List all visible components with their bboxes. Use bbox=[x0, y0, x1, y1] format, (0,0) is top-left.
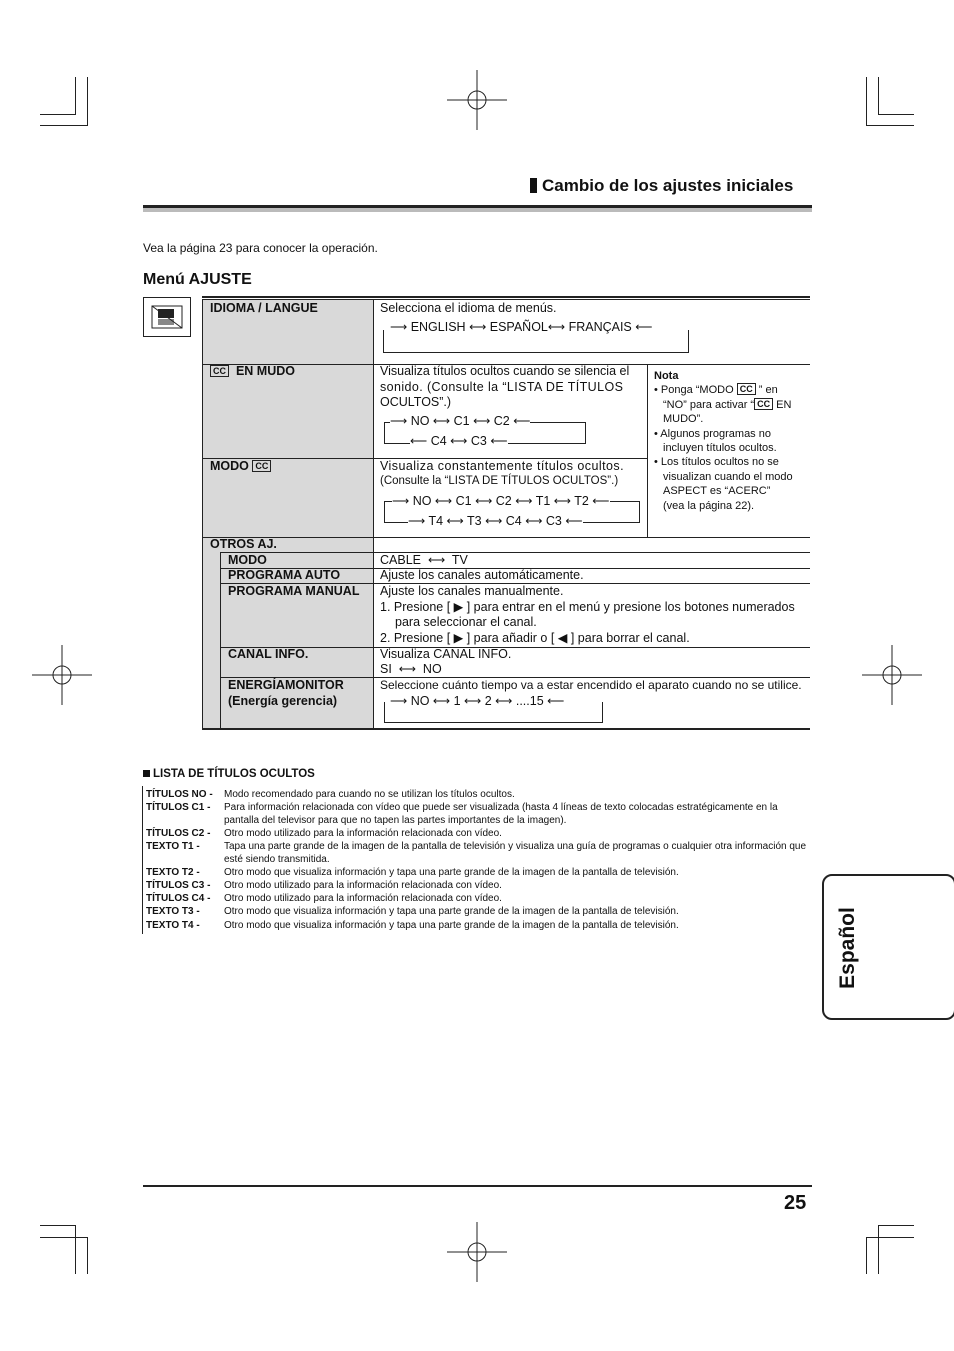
en-mudo-desc-2: sonido. (Consulte la “LISTA DE TÍTULOS bbox=[380, 380, 624, 394]
footer-rule bbox=[143, 1185, 812, 1187]
list-item-value: Otro modo que visualiza información y tapa una parte grande de la imagen de la pantalla de televisión. bbox=[224, 906, 679, 917]
arrow-right-icon: ⟶ bbox=[390, 694, 408, 708]
modo-options bbox=[380, 553, 468, 568]
crop-mark bbox=[878, 77, 879, 114]
canal-info-options bbox=[380, 662, 442, 677]
nota-line-4: • Algunos programas no bbox=[654, 428, 771, 440]
crop-mark bbox=[878, 1225, 914, 1226]
language-tab-label: Español bbox=[836, 907, 859, 989]
row-divider bbox=[202, 537, 810, 538]
option-t3: T3 bbox=[466, 514, 482, 528]
col-divider bbox=[220, 552, 221, 729]
double-arrow-icon: ⟷ bbox=[495, 694, 513, 708]
double-arrow-icon: ⟷ bbox=[515, 494, 533, 508]
crop-mark bbox=[878, 1225, 879, 1274]
crop-mark bbox=[87, 77, 88, 125]
cc-icon: CC bbox=[252, 460, 271, 472]
option-c4: C4 bbox=[505, 514, 522, 528]
crop-mark bbox=[40, 114, 76, 115]
option-c3: C3 bbox=[470, 434, 487, 448]
list-item-value: Para información relacionada con vídeo que puede ser visualizada (hasta 4 líneas de texto colocadas estratégicamente en la pantalla del televisor para que no tapen las partes importantes de la imagen). bbox=[224, 802, 778, 826]
prog-manual-desc-3: para seleccionar el canal. bbox=[395, 615, 537, 629]
table-top-rule bbox=[202, 296, 810, 298]
option-2: 2 bbox=[484, 694, 492, 708]
arrow-left-icon: ⟵ bbox=[565, 514, 583, 528]
double-arrow-icon: ⟷ bbox=[473, 414, 491, 428]
list-item-key: TÍTULOS C2 - bbox=[146, 828, 211, 839]
energia-label-1: ENERGÍAMONITOR bbox=[228, 678, 344, 692]
row-divider bbox=[220, 552, 810, 553]
registration-mark-icon bbox=[447, 1222, 507, 1282]
double-arrow-icon: ⟷ bbox=[427, 553, 446, 567]
prog-manual-desc-1: Ajuste los canales manualmente. bbox=[380, 584, 564, 598]
option-c1: C1 bbox=[453, 414, 470, 428]
option-t4: T4 bbox=[428, 514, 444, 528]
modo-cc-label-text: MODO bbox=[210, 459, 249, 473]
canal-info-label: CANAL INFO. bbox=[228, 647, 309, 661]
modo-label: MODO bbox=[228, 553, 267, 567]
list-item-key: TEXTO T2 - bbox=[146, 867, 200, 878]
nota-l1b: ” en bbox=[758, 384, 778, 396]
double-arrow-icon: ⟷ bbox=[446, 514, 464, 528]
double-arrow-icon: ⟷ bbox=[547, 320, 566, 334]
option-t2: T2 bbox=[574, 494, 589, 508]
arrow-left-icon: ⟵ bbox=[547, 694, 565, 708]
modo-cc-desc-1: Visualiza constantemente títulos ocultos. bbox=[380, 459, 625, 473]
idioma-options bbox=[390, 320, 654, 335]
crop-mark bbox=[40, 1225, 76, 1226]
nota-l2b: EN bbox=[776, 399, 792, 411]
table-bottom-rule bbox=[202, 728, 810, 730]
en-mudo-desc-3: OCULTOS”.) bbox=[380, 395, 452, 409]
crop-mark bbox=[40, 1237, 88, 1238]
option-no: NO bbox=[410, 694, 430, 708]
list-item-key: TEXTO T1 - bbox=[146, 841, 200, 852]
list-item-key: TEXTO T3 - bbox=[146, 906, 200, 917]
table-top-rule-2 bbox=[202, 299, 810, 300]
cc-icon: CC bbox=[737, 383, 756, 395]
setup-menu-icon bbox=[143, 297, 191, 337]
list-item-value: Modo recomendado para cuando no se utilizan los títulos ocultos. bbox=[224, 789, 515, 800]
prog-manual-desc-4: 2. Presione [ ▶ ] para añadir o [ ◀ ] para borrar el canal. bbox=[380, 631, 690, 645]
lista-title-text: LISTA DE TÍTULOS OCULTOS bbox=[153, 768, 315, 780]
crop-mark bbox=[75, 1225, 76, 1274]
double-arrow-icon: ⟷ bbox=[485, 514, 503, 528]
lista-title bbox=[143, 768, 315, 780]
otros-inner-white-strip bbox=[202, 552, 220, 729]
header-title: Cambio de los ajustes iniciales bbox=[542, 176, 794, 195]
label-column-bg bbox=[202, 299, 373, 537]
bullet-square-icon bbox=[143, 770, 150, 777]
lista-side-rule bbox=[142, 786, 143, 934]
list-item-value: Otro modo que visualiza información y tapa una parte grande de la imagen de la pantalla de televisión. bbox=[224, 867, 679, 878]
double-arrow-icon: ⟷ bbox=[553, 494, 571, 508]
arrow-right-icon: ⟶ bbox=[390, 414, 408, 428]
registration-mark-icon bbox=[862, 645, 922, 705]
prog-auto-desc: Ajuste los canales automáticamente. bbox=[380, 568, 584, 582]
option-t1: T1 bbox=[535, 494, 551, 508]
en-mudo-desc-1: Visualiza títulos ocultos cuando se silencia el bbox=[380, 364, 630, 378]
nota-line-6: • Los títulos ocultos no se bbox=[654, 456, 779, 468]
prog-manual-label: PROGRAMA MANUAL bbox=[228, 584, 360, 598]
cc-icon: CC bbox=[210, 365, 229, 377]
crop-mark bbox=[866, 1237, 867, 1274]
double-arrow-icon: ⟷ bbox=[432, 694, 451, 708]
header-rule-shadow bbox=[143, 208, 812, 212]
en-mudo-options-bottom bbox=[410, 434, 508, 449]
nota-line-2 bbox=[663, 398, 791, 413]
double-arrow-icon: ⟷ bbox=[450, 434, 468, 448]
list-item-value: Tapa una parte grande de la imagen de la pantalla de televisión y visualiza una guía de programas o cualquier otra información que esté siendo transmitida. bbox=[224, 841, 807, 865]
nota-line-8: ASPECT es “ACERC” bbox=[663, 485, 771, 497]
option-espanol: ESPAÑOL bbox=[489, 320, 548, 334]
nota-line-5: incluyen títulos ocultos. bbox=[663, 442, 777, 454]
nota-title: Nota bbox=[654, 370, 679, 382]
energia-desc: Seleccione cuánto tiempo va a estar encendido el aparato cuando no se utilice. bbox=[380, 678, 802, 692]
list-item-value: Otro modo utilizado para la información relacionada con vídeo. bbox=[224, 828, 502, 839]
nota-line-3: MUDO”. bbox=[663, 413, 704, 425]
arrow-right-icon: ⟶ bbox=[408, 514, 426, 528]
idioma-label: IDIOMA / LANGUE bbox=[210, 301, 318, 315]
crop-mark bbox=[87, 1237, 88, 1274]
prog-manual-desc-2: 1. Presione [ ▶ ] para entrar en el menú y presione los botones numerados bbox=[380, 600, 795, 614]
arrow-left-icon: ⟵ bbox=[635, 320, 653, 334]
arrow-right-icon: ⟶ bbox=[390, 320, 408, 334]
page-number: 25 bbox=[784, 1192, 807, 1214]
en-mudo-options-top bbox=[390, 414, 530, 429]
double-arrow-icon: ⟷ bbox=[432, 414, 451, 428]
nota-l2: “NO” para activar “ bbox=[663, 399, 755, 411]
option-c2: C2 bbox=[493, 414, 510, 428]
nota-line-1 bbox=[654, 383, 778, 398]
otros-label: OTROS AJ. bbox=[210, 537, 277, 551]
option-no: NO bbox=[422, 662, 442, 676]
arrow-left-icon: ⟵ bbox=[513, 414, 531, 428]
option-c3: C3 bbox=[545, 514, 562, 528]
double-arrow-icon: ⟷ bbox=[398, 662, 416, 676]
option-1: 1 bbox=[453, 694, 461, 708]
modo-cc-options-top bbox=[392, 494, 610, 509]
option-cable: CABLE bbox=[380, 553, 421, 567]
double-arrow-icon: ⟷ bbox=[464, 694, 482, 708]
cc-icon: CC bbox=[754, 398, 773, 410]
nota-l1: • Ponga “MODO bbox=[654, 384, 734, 396]
col-divider bbox=[373, 299, 374, 729]
arrow-left-icon: ⟵ bbox=[592, 494, 610, 508]
col-divider bbox=[202, 299, 203, 729]
en-mudo-label-text: EN MUDO bbox=[235, 364, 295, 378]
arrow-right-icon: ⟶ bbox=[392, 494, 410, 508]
nota-line-7: visualizan cuando el modo bbox=[663, 471, 793, 483]
section-header bbox=[530, 176, 793, 196]
canal-info-desc: Visualiza CANAL INFO. bbox=[380, 647, 512, 661]
modo-cc-options-bottom bbox=[408, 514, 583, 529]
double-arrow-icon: ⟷ bbox=[434, 494, 453, 508]
crop-mark bbox=[878, 114, 914, 115]
row-divider bbox=[220, 647, 810, 648]
list-item-key: TÍTULOS C1 - bbox=[146, 802, 211, 813]
arrow-left-icon: ⟵ bbox=[490, 434, 508, 448]
list-item-value: Otro modo que visualiza información y tapa una parte grande de la imagen de la pantalla de televisión. bbox=[224, 920, 679, 931]
list-item-value: Otro modo utilizado para la información relacionada con vídeo. bbox=[224, 893, 502, 904]
list-item-key: TÍTULOS C3 - bbox=[146, 880, 211, 891]
crop-mark bbox=[866, 77, 867, 125]
registration-mark-icon bbox=[447, 70, 507, 130]
option-no: NO bbox=[410, 414, 430, 428]
energia-options bbox=[390, 694, 564, 709]
crop-mark bbox=[40, 125, 88, 126]
registration-mark-icon bbox=[32, 645, 92, 705]
option-no: NO bbox=[412, 494, 432, 508]
option-si: SI bbox=[380, 662, 392, 676]
en-mudo-label bbox=[210, 364, 295, 379]
list-item-key: TEXTO T4 - bbox=[146, 920, 200, 931]
modo-cc-desc-2: (Consulte la “LISTA DE TÍTULOS OCULTOS”.) bbox=[380, 475, 619, 487]
option-c4: C4 bbox=[430, 434, 447, 448]
arrow-left-icon: ⟵ bbox=[410, 434, 428, 448]
nota-line-9: (vea la página 22). bbox=[663, 500, 755, 512]
option-tv: TV bbox=[451, 553, 468, 567]
crop-mark bbox=[75, 77, 76, 114]
list-item-key: TÍTULOS C4 - bbox=[146, 893, 211, 904]
option-15: ....15 bbox=[515, 694, 544, 708]
double-arrow-icon: ⟷ bbox=[469, 320, 487, 334]
crop-mark bbox=[866, 1237, 914, 1238]
double-arrow-icon: ⟷ bbox=[525, 514, 543, 528]
crop-mark bbox=[866, 125, 914, 126]
list-item-key: TÍTULOS NO - bbox=[146, 789, 213, 800]
col-divider bbox=[647, 364, 648, 537]
list-item-value: Otro modo utilizado para la información relacionada con vídeo. bbox=[224, 880, 502, 891]
option-english: ENGLISH bbox=[410, 320, 466, 334]
header-block-icon bbox=[530, 178, 537, 193]
idioma-desc: Selecciona el idioma de menús. bbox=[380, 301, 557, 315]
option-francais: FRANÇAIS bbox=[568, 320, 632, 334]
option-c2: C2 bbox=[495, 494, 512, 508]
prog-auto-label: PROGRAMA AUTO bbox=[228, 568, 341, 582]
intro-text: Vea la página 23 para conocer la operación. bbox=[143, 241, 378, 255]
energia-label-2: (Energía gerencia) bbox=[228, 694, 338, 708]
menu-title: Menú AJUSTE bbox=[143, 271, 252, 288]
option-c1: C1 bbox=[455, 494, 472, 508]
modo-cc-label bbox=[210, 459, 271, 474]
double-arrow-icon: ⟷ bbox=[475, 494, 493, 508]
